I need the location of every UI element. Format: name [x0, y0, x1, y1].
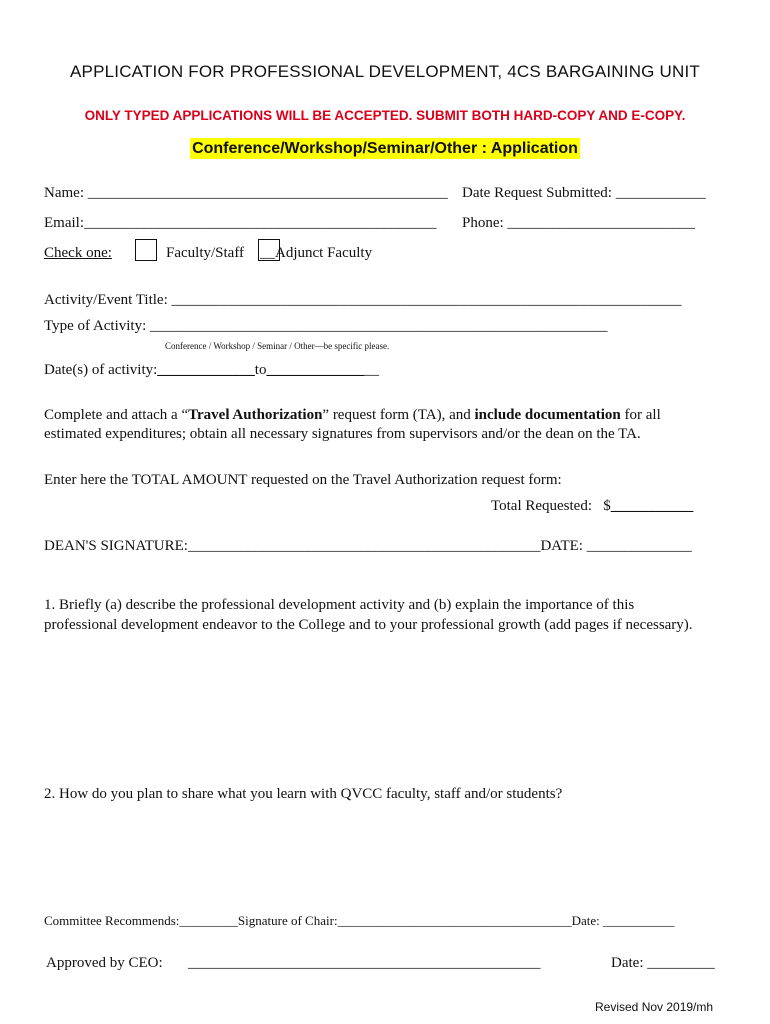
activity-title-label: Activity/Event Title: — [44, 292, 168, 308]
question-1-line1: 1. Briefly (a) describe the professional development activity and (b) explain the importance of this — [44, 597, 635, 613]
faculty-staff-checkbox[interactable] — [135, 239, 157, 261]
dean-signature-field[interactable]: _______________________________________________ — [187, 538, 541, 554]
dean-date-label: DATE: — [540, 538, 583, 554]
ceo-date-label: Date: — [611, 955, 644, 971]
email-label: Email: — [44, 215, 84, 231]
adjunct-faculty-row — [260, 245, 372, 262]
application-type-heading-row — [0, 140, 770, 158]
ceo-signature-field[interactable]: _______________________________________________ — [188, 955, 541, 971]
activity-date-to-field[interactable]: _____________ — [266, 362, 364, 378]
dean-signature-row[interactable] — [44, 538, 692, 555]
email-field[interactable]: _______________________________________________ — [84, 215, 437, 231]
activity-dates-to: to — [254, 362, 267, 378]
committee-row[interactable] — [44, 913, 674, 929]
question-1-answer-area[interactable] — [44, 640, 724, 770]
include-documentation-emphasis: include documentation — [474, 407, 621, 423]
ceo-date-row[interactable] — [611, 955, 715, 972]
chair-signature-label: Signature of Chair: — [237, 913, 338, 928]
total-requested-label: Total Requested: — [491, 498, 593, 514]
revision-note: Revised Nov 2019/mh — [595, 1000, 714, 1014]
date-request-label: Date Request Submitted: — [462, 185, 612, 201]
form-instructions: ONLY TYPED APPLICATIONS WILL BE ACCEPTED. SUBMIT BOTH HARD-COPY AND E-COPY. — [84, 108, 686, 123]
date-request-field[interactable]: ____________ — [615, 185, 706, 201]
total-requested-row[interactable] — [491, 498, 693, 515]
check-one-label: Check one: — [44, 245, 112, 261]
committee-date-field[interactable]: ___________ — [602, 913, 675, 928]
activity-dates-row[interactable] — [44, 362, 379, 379]
travel-text-3: for all — [620, 407, 661, 423]
type-of-activity-hint: Conference / Workshop / Seminar / Other—be specific please. — [165, 341, 390, 351]
travel-text-2: ” request form (TA), and — [322, 407, 475, 423]
total-requested-field[interactable]: ___________ — [610, 498, 694, 514]
question-2-answer-area[interactable] — [44, 808, 724, 903]
currency-symbol: $ — [603, 498, 611, 514]
activity-title-row[interactable] — [44, 292, 682, 309]
total-amount-prompt: Enter here the TOTAL AMOUNT requested on the Travel Authorization request form: — [44, 472, 562, 488]
committee-date-label: Date: — [571, 913, 600, 928]
activity-date-from-field[interactable]: _____________ — [157, 362, 255, 378]
phone-field[interactable]: _________________________ — [507, 215, 695, 231]
phone-label: Phone: — [462, 215, 504, 231]
chair-signature-field[interactable]: ____________________________________ — [337, 913, 572, 928]
name-row[interactable] — [44, 185, 448, 202]
type-of-activity-label: Type of Activity: — [44, 318, 147, 334]
phone-row[interactable] — [462, 215, 695, 232]
type-of-activity-row[interactable] — [44, 318, 608, 335]
faculty-staff-label: Faculty/Staff — [166, 245, 245, 261]
travel-authorization-line1 — [44, 407, 661, 424]
question-1-line2: professional development endeavor to the College and to your professional growth (add pages if necessary). — [44, 617, 693, 633]
form-title: APPLICATION FOR PROFESSIONAL DEVELOPMENT, 4CS BARGAINING UNIT — [70, 62, 700, 81]
travel-authorization-line2: estimated expenditures; obtain all necessary signatures from supervisors and/or the dean on the TA. — [44, 426, 641, 442]
activity-dates-label: Date(s) of activity: — [44, 362, 158, 378]
name-field[interactable]: ________________________________________________ — [87, 185, 448, 201]
activity-dates-tail: __ — [363, 362, 379, 378]
committee-recommends-label: Committee Recommends: — [44, 913, 180, 928]
email-row[interactable] — [44, 215, 437, 232]
dean-signature-label: DEAN'S SIGNATURE: — [44, 538, 188, 554]
type-of-activity-field[interactable]: _____________________________________________________________ — [150, 318, 608, 334]
question-2-line1: 2. How do you plan to share what you learn with QVCC faculty, staff and/or students? — [44, 786, 563, 802]
dean-date-field[interactable]: ______________ — [586, 538, 692, 554]
activity-title-field[interactable]: ____________________________________________________________________ — [171, 292, 682, 308]
travel-authorization-emphasis: Travel Authorization — [188, 407, 323, 423]
name-label: Name: — [44, 185, 84, 201]
date-request-row[interactable] — [462, 185, 706, 202]
adjunct-faculty-label: Adjunct Faculty — [275, 245, 373, 261]
travel-text-1: Complete and attach a “ — [44, 407, 189, 423]
ceo-date-field[interactable]: _________ — [647, 955, 715, 971]
application-type-heading: Conference/Workshop/Seminar/Other : Application — [192, 140, 578, 157]
committee-recommends-field[interactable]: _________ — [179, 913, 238, 928]
ceo-approval-label: Approved by CEO: — [46, 955, 163, 971]
adjunct-blank: __ — [260, 245, 275, 261]
